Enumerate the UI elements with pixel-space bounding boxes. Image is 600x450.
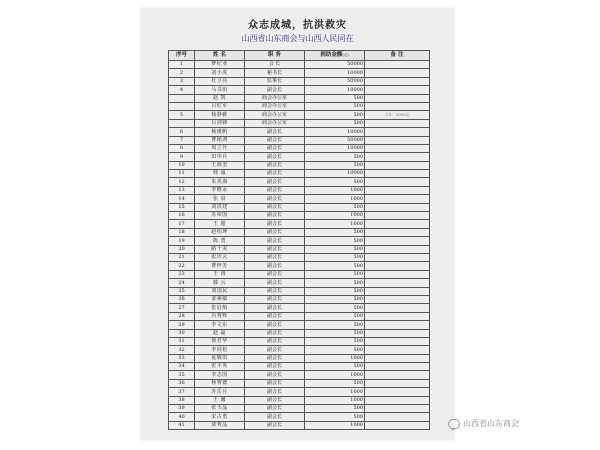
cell-title: 副会长 [245, 371, 305, 379]
table-row [169, 86, 430, 94]
cell-no: 13 [169, 186, 195, 194]
table-row [169, 237, 430, 245]
table-row [169, 77, 430, 85]
cell-amount: 1000 [305, 388, 365, 396]
cell-name: 韩 诚 [195, 170, 245, 178]
table-row [169, 203, 430, 211]
table-row [169, 228, 430, 236]
cell-name: 王 超 [195, 220, 245, 228]
cell-amount: 500 [305, 94, 365, 102]
table-row [169, 119, 430, 127]
cell-amount: 500 [305, 262, 365, 270]
table-body [169, 61, 430, 430]
table-row [169, 212, 430, 220]
document-subtitle: 山西省山东商会与山西人民同在 [241, 34, 354, 43]
cell-note [365, 128, 430, 136]
column-header-amount-unit: (元) [342, 53, 349, 58]
cell-no [169, 119, 195, 127]
cell-amount: 10000 [305, 69, 365, 77]
cell-no: 23 [169, 270, 195, 278]
table-row [169, 111, 430, 119]
cell-title: 副会长 [245, 262, 305, 270]
cell-name: 李志国 [195, 371, 245, 379]
cell-name: 赵绍坤 [195, 228, 245, 236]
cell-note [365, 337, 430, 345]
cell-title: 副会长 [245, 354, 305, 362]
cell-note [365, 102, 430, 110]
cell-amount: 50000 [305, 77, 365, 85]
cell-amount: 500 [305, 363, 365, 371]
cell-note [365, 371, 430, 379]
cell-note [365, 405, 430, 413]
cell-name: 赵 磊 [195, 329, 245, 337]
cell-no: 26 [169, 295, 195, 303]
cell-title: 副会长 [245, 270, 305, 278]
cell-name: 苏荣国 [195, 212, 245, 220]
cell-note [365, 329, 430, 337]
cell-no: 31 [169, 337, 195, 345]
cell-note [365, 94, 430, 102]
document-title: 众志成城，抗洪救灾 [248, 20, 347, 31]
cell-name: 张庆云 [195, 253, 245, 261]
cell-title: 副会长 [245, 144, 305, 152]
table-row [169, 170, 430, 178]
cell-name: 杨静雅 [195, 111, 245, 119]
table-row [169, 270, 430, 278]
cell-note [365, 170, 430, 178]
cell-name: 夏敬田 [195, 354, 245, 362]
cell-title: 商会办公室 [245, 119, 305, 127]
cell-amount: 500 [305, 161, 365, 169]
cell-name: 曹梓芳 [195, 262, 245, 270]
cell-no: 1 [169, 61, 195, 69]
cell-name: 杨秀德 [195, 379, 245, 387]
watermark-text: 山西省山东商会 [463, 419, 519, 428]
cell-no: 18 [169, 228, 195, 236]
cell-note [365, 153, 430, 161]
table-row [169, 337, 430, 345]
table-row [169, 245, 430, 253]
cell-amount: 500 [305, 346, 365, 354]
cell-name: 梁秀晶 [195, 421, 245, 429]
table-row [169, 186, 430, 194]
table-row [169, 295, 430, 303]
cell-note [365, 195, 430, 203]
cell-name: 王海奎 [195, 161, 245, 169]
cell-note [365, 186, 430, 194]
cell-title: 副会长 [245, 153, 305, 161]
cell-no: 15 [169, 203, 195, 211]
cell-no: 10 [169, 161, 195, 169]
cell-no: 14 [169, 195, 195, 203]
table-row [169, 304, 430, 312]
cell-name: 张平英 [195, 363, 245, 371]
cell-title: 副会长 [245, 421, 305, 429]
table-row [169, 161, 430, 169]
column-header-note: 备 注 [365, 51, 430, 61]
cell-note [365, 312, 430, 320]
cell-title: 副会长 [245, 228, 305, 236]
donation-table [168, 50, 430, 430]
cell-title: 副会长 [245, 337, 305, 345]
cell-name: 宋占勇 [195, 413, 245, 421]
table-row [169, 312, 430, 320]
cell-amount: 500 [305, 178, 365, 186]
cell-title: 副会长 [245, 186, 305, 194]
cell-note [365, 413, 430, 421]
cell-amount: 500 [305, 203, 365, 211]
column-header-title: 职 务 [245, 51, 305, 61]
cell-title: 副会长 [245, 287, 305, 295]
cell-amount: 1000 [305, 371, 365, 379]
cell-name: 李同松 [195, 346, 245, 354]
table-row [169, 136, 430, 144]
cell-name: 周立升 [195, 144, 245, 152]
cell-note [365, 270, 430, 278]
table-row [169, 413, 430, 421]
cell-amount: 500 [305, 413, 365, 421]
cell-no [169, 102, 195, 110]
cell-name: 刘国民 [195, 287, 245, 295]
cell-note [365, 69, 430, 77]
cell-note [365, 86, 430, 94]
cell-amount: 500 [305, 379, 365, 387]
cell-no: 41 [169, 421, 195, 429]
cell-note [365, 161, 430, 169]
cell-note [365, 346, 430, 354]
cell-amount: 500 [305, 329, 365, 337]
cell-title: 会 长 [245, 61, 305, 69]
cell-title: 副会长 [245, 245, 305, 253]
table-row [169, 329, 430, 337]
cell-amount: 500 [305, 253, 365, 261]
cell-no: 25 [169, 287, 195, 295]
cell-title: 副会长 [245, 405, 305, 413]
table-row [169, 220, 430, 228]
cell-name: 马书田 [195, 86, 245, 94]
cell-amount: 1000 [305, 396, 365, 404]
cell-title: 副会长 [245, 203, 305, 211]
cell-no: 19 [169, 237, 195, 245]
cell-amount: 500 [305, 270, 365, 278]
cell-name: 赵 凯 [195, 94, 245, 102]
table-row [169, 144, 430, 152]
table-row [169, 321, 430, 329]
cell-note [365, 228, 430, 236]
cell-amount: 1000 [305, 212, 365, 220]
cell-note [365, 304, 430, 312]
table-row [169, 371, 430, 379]
cell-note: 合计：2000元 [365, 111, 430, 119]
cell-title: 商会办公室 [245, 94, 305, 102]
cell-name: 杜卫亮 [195, 77, 245, 85]
cell-amount: 500 [305, 304, 365, 312]
cell-note [365, 144, 430, 152]
cell-note [365, 287, 430, 295]
cell-title: 副会长 [245, 329, 305, 337]
cell-title: 副会长 [245, 178, 305, 186]
cell-note [365, 136, 430, 144]
cell-title: 监事长 [245, 77, 305, 85]
cell-name: 姜素敏 [195, 295, 245, 303]
table-row [169, 396, 430, 404]
cell-name: 滕 云 [195, 279, 245, 287]
cell-title: 副会长 [245, 295, 305, 303]
cell-note [365, 363, 430, 371]
table-row [169, 128, 430, 136]
cell-title: 副会长 [245, 304, 305, 312]
cell-amount: 50000 [305, 61, 365, 69]
cell-note [365, 245, 430, 253]
table-row [169, 102, 430, 110]
cell-title: 副会长 [245, 86, 305, 94]
cell-amount: 10000 [305, 128, 365, 136]
cell-amount: 500 [305, 337, 365, 345]
cell-name: 徐君华 [195, 337, 245, 345]
table-row [169, 61, 430, 69]
cell-no: 30 [169, 329, 195, 337]
table-row [169, 69, 430, 77]
cell-title: 副会长 [245, 237, 305, 245]
cell-title: 秘书长 [245, 69, 305, 77]
cell-amount: 500 [305, 245, 365, 253]
cell-amount: 500 [305, 228, 365, 236]
cell-amount: 1000 [305, 421, 365, 429]
cell-title: 副会长 [245, 195, 305, 203]
cell-name: 李文东 [195, 321, 245, 329]
cell-title: 副会长 [245, 413, 305, 421]
cell-name: 刘小虎 [195, 69, 245, 77]
cell-no: 17 [169, 220, 195, 228]
cell-note [365, 396, 430, 404]
cell-note [365, 253, 430, 261]
cell-note [365, 262, 430, 270]
cell-note [365, 178, 430, 186]
cell-amount: 500 [305, 279, 365, 287]
cell-name: 梦纪业 [195, 61, 245, 69]
cell-title: 商会办公室 [245, 102, 305, 110]
cell-name: 吕剑锋 [195, 119, 245, 127]
speech-bubble-icon [448, 419, 460, 429]
cell-name: 张玉晶 [195, 405, 245, 413]
cell-title: 副会长 [245, 388, 305, 396]
cell-name: 田中兵 [195, 153, 245, 161]
cell-name: 王 馨 [195, 396, 245, 404]
column-header-name: 姓 名 [195, 51, 245, 61]
cell-no: 4 [169, 86, 195, 94]
cell-name: 朱英海 [195, 178, 245, 186]
cell-amount: 1000 [305, 220, 365, 228]
table-row [169, 405, 430, 413]
cell-amount: 1000 [305, 195, 365, 203]
cell-no: 12 [169, 178, 195, 186]
cell-title: 副会长 [245, 396, 305, 404]
cell-amount: 500 [305, 405, 365, 413]
table-row [169, 279, 430, 287]
cell-amount: 500 [305, 295, 365, 303]
cell-title: 副会长 [245, 253, 305, 261]
cell-no [169, 94, 195, 102]
table-row [169, 287, 430, 295]
cell-amount: 10000 [305, 144, 365, 152]
cell-name: 苏岳月 [195, 388, 245, 396]
cell-amount: 500 [305, 312, 365, 320]
table-row [169, 346, 430, 354]
cell-no: 35 [169, 371, 195, 379]
cell-note [365, 203, 430, 211]
cell-no: 7 [169, 136, 195, 144]
cell-name: 李继永 [195, 186, 245, 194]
cell-note [365, 295, 430, 303]
cell-amount: 500 [305, 102, 365, 110]
cell-no: 21 [169, 253, 195, 261]
cell-note [365, 421, 430, 429]
cell-name: 陈 勇 [195, 237, 245, 245]
cell-no: 16 [169, 212, 195, 220]
cell-name: 曹铭鸿 [195, 136, 245, 144]
cell-no: 36 [169, 379, 195, 387]
cell-note [365, 354, 430, 362]
cell-title: 商会办公室 [245, 111, 305, 119]
cell-title: 副会长 [245, 312, 305, 320]
cell-note [365, 237, 430, 245]
table-row [169, 94, 430, 102]
table-row [169, 262, 430, 270]
cell-amount: 1000 [305, 354, 365, 362]
cell-name: 王 涛 [195, 270, 245, 278]
cell-no: 3 [169, 77, 195, 85]
table-row [169, 379, 430, 387]
cell-no: 24 [169, 279, 195, 287]
cell-no: 40 [169, 413, 195, 421]
table-row [169, 388, 430, 396]
cell-note [365, 220, 430, 228]
cell-name: 刘洪建 [195, 203, 245, 211]
cell-amount: 500 [305, 119, 365, 127]
cell-name: 冯秀辉 [195, 312, 245, 320]
cell-amount: 500 [305, 321, 365, 329]
cell-name: 张 泉 [195, 195, 245, 203]
cell-no: 32 [169, 346, 195, 354]
cell-note [365, 379, 430, 387]
table-row [169, 253, 430, 261]
cell-no: 11 [169, 170, 195, 178]
table-row [169, 363, 430, 371]
document-page [141, 8, 454, 440]
cell-no: 5 [169, 111, 195, 119]
cell-note [365, 77, 430, 85]
table-row [169, 153, 430, 161]
cell-title: 副会长 [245, 379, 305, 387]
cell-title: 副会长 [245, 279, 305, 287]
cell-name: 吕红军 [195, 102, 245, 110]
cell-amount: 500 [305, 237, 365, 245]
cell-amount: 500 [305, 153, 365, 161]
column-header-no: 序号 [169, 51, 195, 61]
cell-no: 2 [169, 69, 195, 77]
cell-amount: 10000 [305, 86, 365, 94]
cell-no: 27 [169, 304, 195, 312]
cell-title: 副会长 [245, 346, 305, 354]
cell-title: 副会长 [245, 363, 305, 371]
cell-amount: 500 [305, 287, 365, 295]
cell-amount: 50000 [305, 136, 365, 144]
cell-note [365, 321, 430, 329]
cell-no: 29 [169, 321, 195, 329]
cell-note [365, 61, 430, 69]
column-header-amount [305, 51, 365, 61]
cell-no: 37 [169, 388, 195, 396]
cell-no: 9 [169, 153, 195, 161]
cell-no: 38 [169, 396, 195, 404]
cell-note [365, 388, 430, 396]
cell-title: 副会长 [245, 170, 305, 178]
cell-no: 39 [169, 405, 195, 413]
cell-amount: 1000 [305, 186, 365, 194]
cell-no: 28 [169, 312, 195, 320]
cell-no: 33 [169, 354, 195, 362]
watermark [448, 418, 519, 429]
cell-no: 20 [169, 245, 195, 253]
cell-no: 8 [169, 144, 195, 152]
cell-title: 副会长 [245, 212, 305, 220]
cell-note [365, 212, 430, 220]
cell-name: 张启航 [195, 304, 245, 312]
cell-no: 34 [169, 363, 195, 371]
table-row [169, 195, 430, 203]
cell-note [365, 279, 430, 287]
table-row [169, 354, 430, 362]
cell-title: 副会长 [245, 136, 305, 144]
cell-no: 6 [169, 128, 195, 136]
cell-title: 副会长 [245, 321, 305, 329]
table-row [169, 421, 430, 429]
table-header-row [169, 51, 430, 61]
cell-name: 路千美 [195, 245, 245, 253]
column-header-amount-label: 捐助金额 [320, 52, 343, 59]
cell-note [365, 119, 430, 127]
cell-title: 副会长 [245, 161, 305, 169]
cell-title: 副会长 [245, 128, 305, 136]
cell-no: 22 [169, 262, 195, 270]
cell-name: 杨瑾帆 [195, 128, 245, 136]
cell-title: 副会长 [245, 220, 305, 228]
cell-amount: 10000 [305, 170, 365, 178]
cell-amount: 500 [305, 111, 365, 119]
table-row [169, 178, 430, 186]
